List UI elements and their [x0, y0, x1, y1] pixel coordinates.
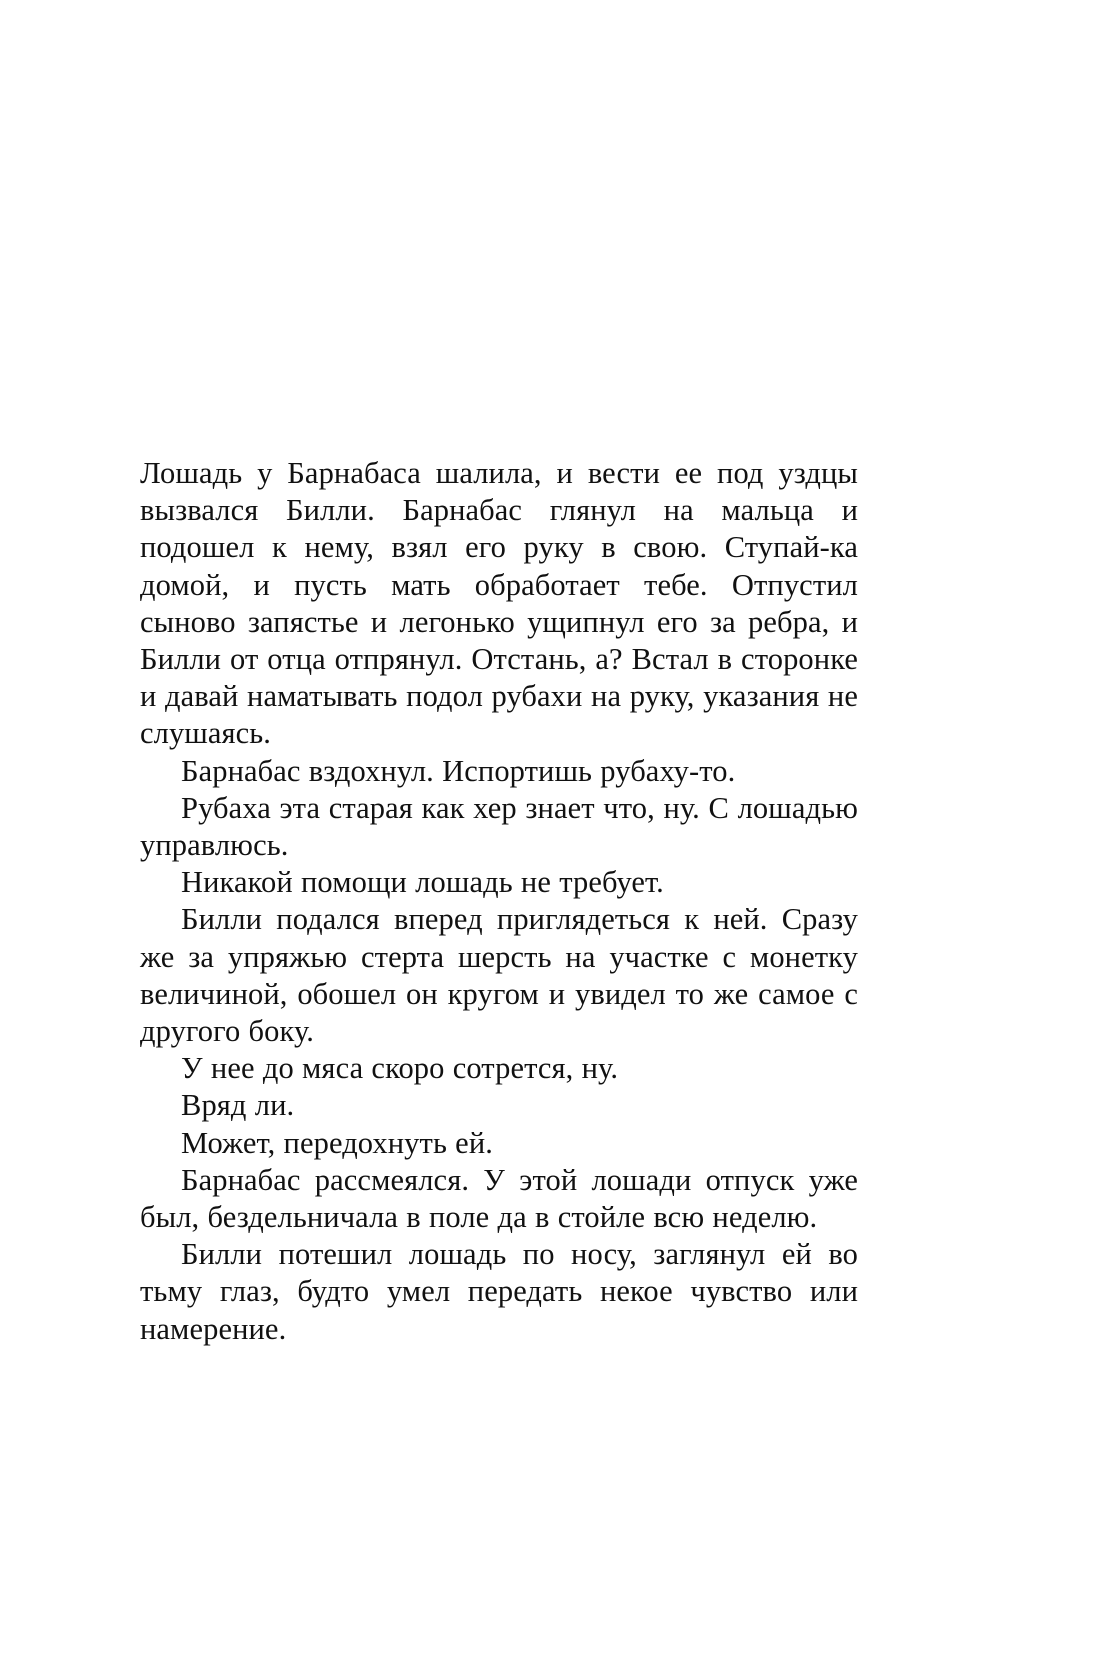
paragraph: Никакой помощи лошадь не требует.	[181, 865, 664, 900]
paragraph: Билли подался вперед приглядеться к ней. Сразу же за упряжью стерта шерсть на участке с монетку величиной, обошел он кругом и увидел то же самое с другого боку.	[140, 902, 858, 1049]
page-text-body	[140, 455, 858, 1348]
paragraph: Может, передохнуть ей.	[181, 1125, 493, 1160]
paragraph: У нее до мяса скоро сотрется, ну.	[181, 1051, 619, 1086]
paragraph: Билли потешил лошадь по носу, заглянул ей во тьму глаз, будто умел передать некое чувство или намерение.	[140, 1237, 858, 1346]
paragraph: Лошадь у Барнабаса шалила, и вести ее под уздцы вызвался Билли. Барнабас глянул на мальца и подошел к нему, взял его руку в свою. Ступай-ка домой, и пусть мать обработает тебе. Отпустил сыново запястье и легонько ущипнул его за ребра, и Билли от отца отпрянул. Отстань, а? Встал в сторонке и давай наматывать подол рубахи на руку, указания не слушаясь.	[140, 456, 858, 751]
paragraph: Барнабас вздохнул. Испортишь рубаху-то.	[181, 753, 736, 788]
paragraph: Вряд ли.	[181, 1088, 295, 1123]
paragraph: Рубаха эта старая как хер знает что, ну. С лошадью управлюсь.	[140, 790, 858, 863]
paragraph: Барнабас рассмеялся. У этой лошади отпуск уже был, бездельничала в поле да в стойле всю неделю.	[140, 1162, 858, 1235]
